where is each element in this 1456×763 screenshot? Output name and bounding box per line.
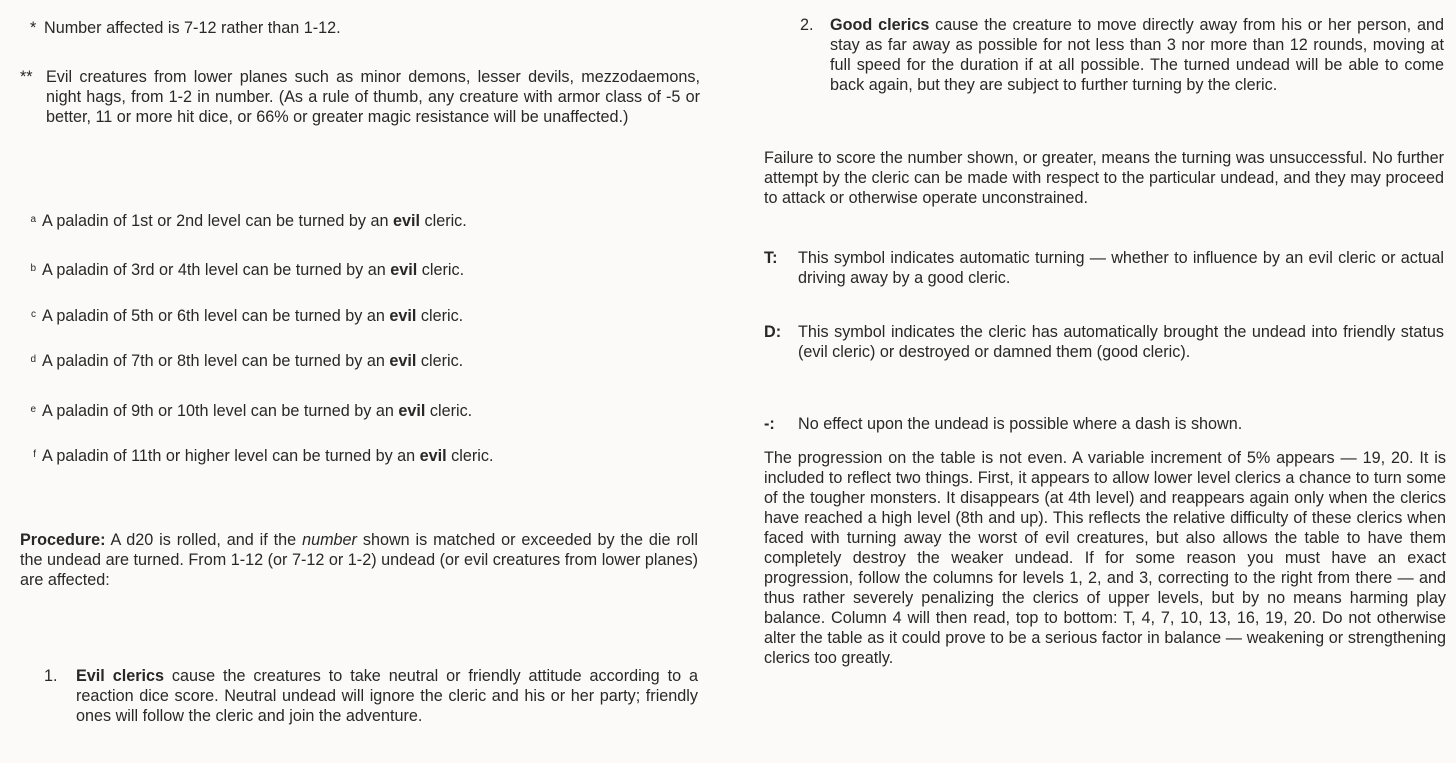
list-item-evil-clerics: 1. Evil clerics cause the creatures to take neutral or friendly attitude according to a reaction dice score. Neutral undead will ignore the cleric and his or her party; friendly ones will follow the cleric and join the adventure.	[44, 667, 698, 725]
symbol-label: D:	[764, 323, 782, 341]
symbol-t-definition: T: This symbol indicates automatic turning — whether to influence by an evil cleric or actual driving away by a good cleric.	[764, 249, 1444, 287]
symbol-label: T:	[764, 249, 778, 267]
footnote-marker: *	[30, 19, 37, 37]
list-number: 1.	[44, 667, 58, 685]
footnote-marker: d	[30, 354, 36, 365]
footnote-text: Number affected is 7-12 rather than 1-12.	[44, 19, 341, 37]
list-number: 2.	[800, 16, 814, 34]
paladin-note: e A paladin of 9th or 10th level can be turned by an evil cleric.	[30, 402, 473, 420]
footnote-text: Evil creatures from lower planes such as minor demons, lesser devils, mezzodaemons, night hags, from 1-2 in number. (As a rule of thumb, any creature with armor class of -5 or better, 11 or more hit dice, or 66% or greater magic resistance will be unaffected.)	[46, 68, 700, 126]
footnote-marker: b	[30, 263, 36, 274]
symbol-label: -:	[764, 415, 775, 433]
footnote-double-asterisk	[20, 67, 700, 127]
paladin-note: b A paladin of 3rd or 4th level can be turned by an evil cleric.	[30, 261, 465, 279]
paladin-note: d A paladin of 7th or 8th level can be turned by an evil cleric.	[30, 352, 464, 370]
footnote-marker: a	[30, 214, 36, 225]
footnote-marker: e	[30, 404, 36, 415]
footnote-single-asterisk	[30, 18, 710, 38]
footnote-marker: c	[31, 309, 36, 320]
procedure-label: Procedure:	[20, 531, 106, 549]
footnote-marker: f	[33, 449, 36, 460]
symbol-d-definition: D: This symbol indicates the cleric has automatically brought the undead into friendly status (evil cleric) or destroyed or damned them (good cleric).	[764, 323, 1444, 361]
progression-paragraph: The progression on the table is not even. A variable increment of 5% appears — 19, 20. It is included to reflect two things. First, it appears to allow lower level clerics a chance to turn some of the tougher monsters. It disappears (at 4th level) and reappears again only when the clerics have reached a high level (8th and up). This reflects the relative difficulty of these clerics when faced with turning away the worst of evil creatures, but also allows the table to have them completely destroy the weaker undead. If for some reason you must have an exact progression, follow the columns for levels 1, 2, and 3, correcting to the right from there — and thus rather severely penalizing the clerics of upper levels, but by no means harming play balance. Column 4 will then read, top to bottom: T, 4, 7, 10, 13, 16, 19, 20. Do not otherwise alter the table as it could prove to be a serious factor in balance — weakening or strengthening clerics too greatly.	[764, 449, 1446, 667]
paladin-note: f A paladin of 11th or higher level can be turned by an evil cleric.	[30, 445, 710, 466]
failure-paragraph: Failure to score the number shown, or greater, means the turning was unsuccessful. No further attempt by the cleric can be made with respect to the particular undead, and they may proceed to attack or otherwise operate unconstrained.	[764, 149, 1444, 207]
symbol-dash-definition: -: No effect upon the undead is possible where a dash is shown.	[764, 415, 1243, 433]
paladin-note: a A paladin of 1st or 2nd level can be turned by an evil cleric.	[30, 212, 467, 230]
paladin-note: c A paladin of 5th or 6th level can be turned by an evil cleric.	[31, 307, 464, 325]
footnote-marker: **	[20, 68, 33, 86]
list-item-good-clerics: 2. Good clerics cause the creature to move directly away from his or her person, and stay as far away as possible for not less than 3 nor more than 12 rounds, moving at full speed for the duration if at all possible. The turned undead will be able to come back again, but they are subject to further turning by the cleric.	[800, 16, 1444, 94]
procedure-paragraph: Procedure: A d20 is rolled, and if the number shown is matched or exceeded by the die roll the undead are turned. From 1-12 (or 7-12 or 1-2) undead (or evil creatures from lower planes) are affected:	[20, 531, 698, 589]
